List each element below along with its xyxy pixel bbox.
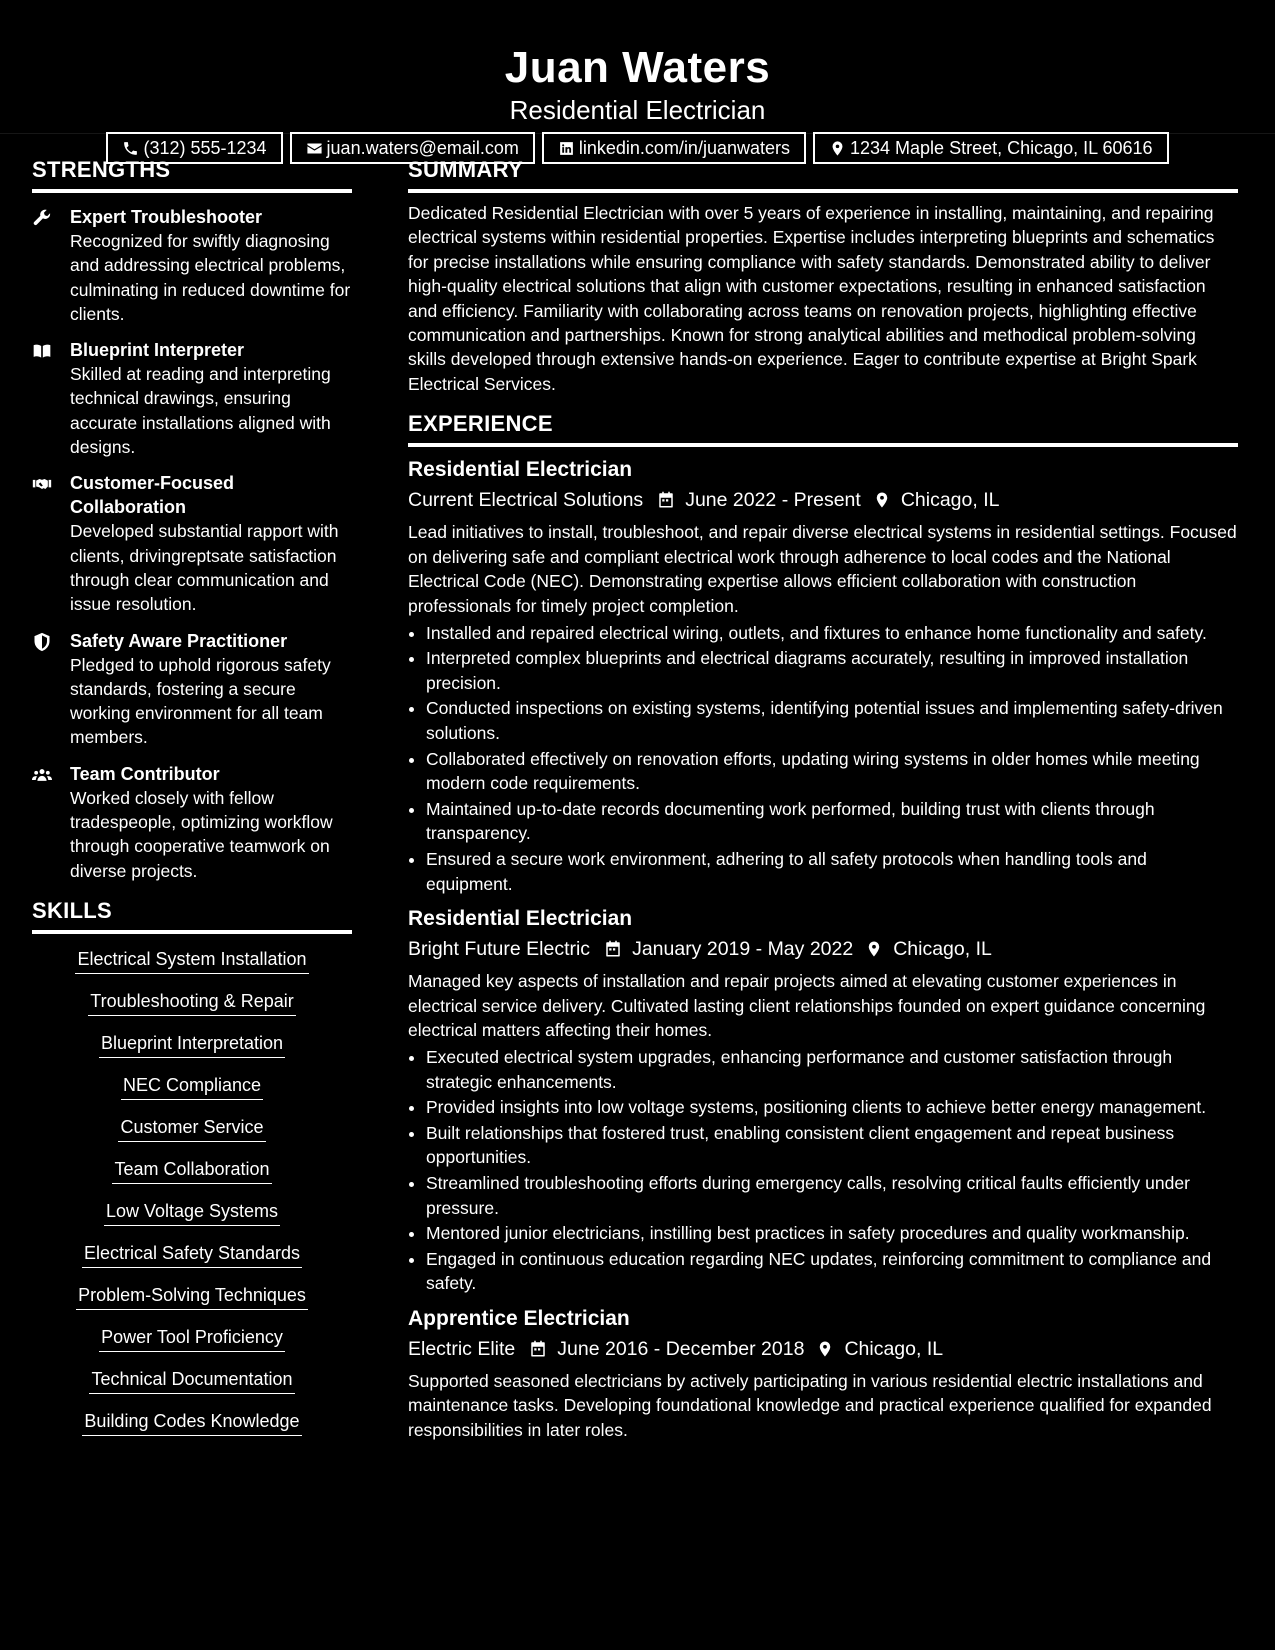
strength-item bbox=[32, 471, 352, 616]
summary-heading: SUMMARY bbox=[408, 158, 1238, 193]
calendar-icon bbox=[657, 491, 675, 509]
skill-tag: Problem-Solving Techniques bbox=[76, 1284, 308, 1310]
job-entry bbox=[408, 1306, 1238, 1443]
job-bullet: • Provided insights into low voltage systems, positioning clients to achieve better energy management. bbox=[426, 1095, 1238, 1120]
summary-section bbox=[408, 158, 1238, 396]
strength-title: Blueprint Interpreter bbox=[70, 340, 245, 361]
map-pin-icon bbox=[816, 1340, 834, 1358]
job-bullet: • Conducted inspections on existing systems, identifying potential issues and implementing safety-driven solutions. bbox=[426, 696, 1238, 745]
skill-tag: Technical Documentation bbox=[89, 1368, 294, 1394]
strength-desc: Worked closely with fellow tradespeople, optimizing workflow through cooperative teamwork on diverse projects. bbox=[70, 787, 333, 881]
skill-tag: NEC Compliance bbox=[121, 1074, 263, 1100]
map-pin-icon bbox=[873, 491, 891, 509]
job-bullet: • Installed and repaired electrical wiring, outlets, and fixtures to enhance home functionality and safety. bbox=[426, 621, 1238, 646]
skill-tag: Building Codes Knowledge bbox=[82, 1410, 301, 1436]
skill-tag: Blueprint Interpretation bbox=[99, 1032, 285, 1058]
users-icon bbox=[32, 765, 52, 785]
strength-desc: Recognized for swiftly diagnosing and addressing electrical problems, culminating in reduced downtime for clients. bbox=[70, 231, 351, 324]
handshake-icon bbox=[32, 474, 52, 494]
phone-text: (312) 555-1234 bbox=[143, 138, 267, 158]
job-bullet: • Built relationships that fostered trust, enabling consistent client engagement and repeat business opportunities. bbox=[426, 1121, 1238, 1170]
job-bullet: • Maintained up-to-date records documenting work performed, building trust with clients through transparency. bbox=[426, 797, 1238, 846]
job-entry bbox=[408, 457, 1238, 896]
job-bullets bbox=[408, 621, 1238, 897]
job-description: Lead initiatives to install, troubleshoot, and repair diverse electrical systems in residential settings. Focused on delivering safe and compliant electrical work through adherence to local codes and the National Electrical Code (NEC). Demonstrating expertise allows efficient collaboration with construction professionals for timely project completion. bbox=[408, 522, 1237, 617]
strength-title: Team Contributor bbox=[70, 763, 220, 784]
experience-heading: EXPERIENCE bbox=[408, 412, 1238, 447]
skill-tag: Low Voltage Systems bbox=[104, 1200, 280, 1226]
strength-title: Expert Troubleshooter bbox=[70, 207, 263, 227]
job-title: Residential Electrician bbox=[408, 907, 633, 931]
skill-tag: Electrical System Installation bbox=[75, 948, 308, 974]
job-bullet: • Executed electrical system upgrades, enhancing performance and customer satisfaction through strategic enhancements. bbox=[426, 1045, 1238, 1094]
job-location: Chicago, IL bbox=[844, 1337, 944, 1360]
map-pin-icon bbox=[865, 940, 883, 958]
wrench-icon bbox=[32, 208, 52, 228]
job-entry bbox=[408, 906, 1238, 1296]
strength-desc: Developed substantial rapport with clients, drivingreptsate satisfaction through clear communication and issue resolution. bbox=[70, 521, 339, 615]
job-bullet: • Streamlined troubleshooting efforts during emergency calls, resolving critical faults efficiently under pressure. bbox=[426, 1171, 1238, 1220]
candidate-role: Residential Electrician bbox=[509, 95, 766, 125]
job-dates: June 2022 - Present bbox=[685, 489, 861, 512]
strength-desc: Pledged to uphold rigorous safety standards, fostering a secure working environment for all team members. bbox=[70, 654, 331, 748]
strength-desc: Skilled at reading and interpreting technical drawings, ensuring accurate installations aligned with designs. bbox=[70, 364, 331, 458]
experience-section bbox=[408, 412, 1238, 1442]
resume-header bbox=[0, 0, 1275, 158]
strength-title: Customer-Focused Collaboration bbox=[70, 473, 235, 518]
strength-item bbox=[32, 629, 352, 750]
job-meta bbox=[408, 935, 1238, 963]
job-title: Apprentice Electrician bbox=[408, 1306, 630, 1330]
email-text: juan.waters@email.com bbox=[326, 138, 519, 158]
strength-title: Safety Aware Practitioner bbox=[70, 630, 288, 651]
job-meta bbox=[408, 486, 1238, 514]
job-location: Chicago, IL bbox=[893, 938, 992, 961]
job-title: Residential Electrician bbox=[408, 458, 633, 482]
job-bullet: • Collaborated effectively on renovation efforts, updating wiring systems in older homes while meeting modern code requirements. bbox=[426, 747, 1238, 796]
strength-item bbox=[32, 338, 352, 459]
skill-tag: Team Collaboration bbox=[112, 1158, 271, 1184]
job-bullet: • Ensured a secure work environment, adhering to all safety protocols when handling tools and equipment. bbox=[426, 847, 1238, 896]
address-text: 1234 Maple Street, Chicago, IL 60616 bbox=[850, 138, 1153, 158]
shield-icon bbox=[32, 632, 52, 652]
job-dates: June 2016 - December 2018 bbox=[557, 1337, 805, 1360]
skills-heading: SKILLS bbox=[32, 899, 352, 934]
skill-tag: Customer Service bbox=[118, 1116, 265, 1142]
calendar-icon bbox=[604, 940, 622, 958]
job-meta bbox=[408, 1335, 1238, 1363]
job-bullets bbox=[408, 1045, 1238, 1296]
skills-section bbox=[32, 899, 352, 1436]
job-description: Managed key aspects of installation and repair projects aimed at elevating customer experiences in electrical service delivery. Cultivated lasting client relationships founded on expert guidance concerning electrical matters affecting their homes. bbox=[408, 971, 1206, 1041]
job-bullet: • Interpreted complex blueprints and electrical diagrams accurately, resulting in improved installation precision. bbox=[426, 646, 1238, 695]
job-location: Chicago, IL bbox=[900, 489, 1000, 512]
job-company: Electric Elite bbox=[408, 1337, 516, 1360]
job-bullet: • Mentored junior electricians, instilling best practices in safety procedures and quality workmanship. bbox=[426, 1221, 1238, 1246]
skill-tag: Troubleshooting & Repair bbox=[88, 990, 295, 1016]
job-bullet: • Engaged in continuous education regarding NEC updates, reinforcing commitment to compliance and safety. bbox=[426, 1247, 1238, 1296]
job-company: Bright Future Electric bbox=[408, 938, 591, 961]
skill-tag: Power Tool Proficiency bbox=[99, 1326, 285, 1352]
linkedin-text: linkedin.com/in/juanwaters bbox=[578, 138, 790, 158]
skill-tag: Electrical Safety Standards bbox=[82, 1242, 302, 1268]
strength-item bbox=[32, 762, 352, 883]
right-column bbox=[408, 134, 1238, 1455]
book-icon bbox=[32, 341, 52, 361]
skill-list bbox=[32, 948, 352, 1436]
strength-item bbox=[32, 205, 352, 326]
calendar-icon bbox=[529, 1340, 547, 1358]
job-description: Supported seasoned electricians by actively participating in various residential electric installations and maintenance tasks. Developing foundational knowledge and practical experience qualified for expanded responsibilities in later roles. bbox=[408, 1370, 1212, 1441]
job-company: Current Electrical Solutions bbox=[408, 489, 644, 512]
job-dates: January 2019 - May 2022 bbox=[632, 938, 854, 961]
left-column bbox=[32, 134, 352, 1455]
summary-text: Dedicated Residential Electrician with over 5 years of experience in installing, maintaining, and repairing electrical systems within residential properties. Expertise includes interpreting blueprints and schematics for precise installations while ensuring compliance with safety standards. Demonstrated ability to deliver high-quality electrical solutions that align with customer expectations, resulting in enhanced satisfaction and efficiency. Familiarity with collaborating across teams on renovation projects, highlighting effective communication and partnerships. Known for strong analytical abilities and methodical problem-solving skills developed through extensive hands-on experience. Eager to contribute expertise at Bright Spark Electrical Services. bbox=[408, 203, 1215, 394]
strengths-heading: STRENGTHS bbox=[32, 158, 352, 193]
candidate-name: Juan Waters bbox=[504, 43, 771, 92]
strengths-section bbox=[32, 158, 352, 883]
